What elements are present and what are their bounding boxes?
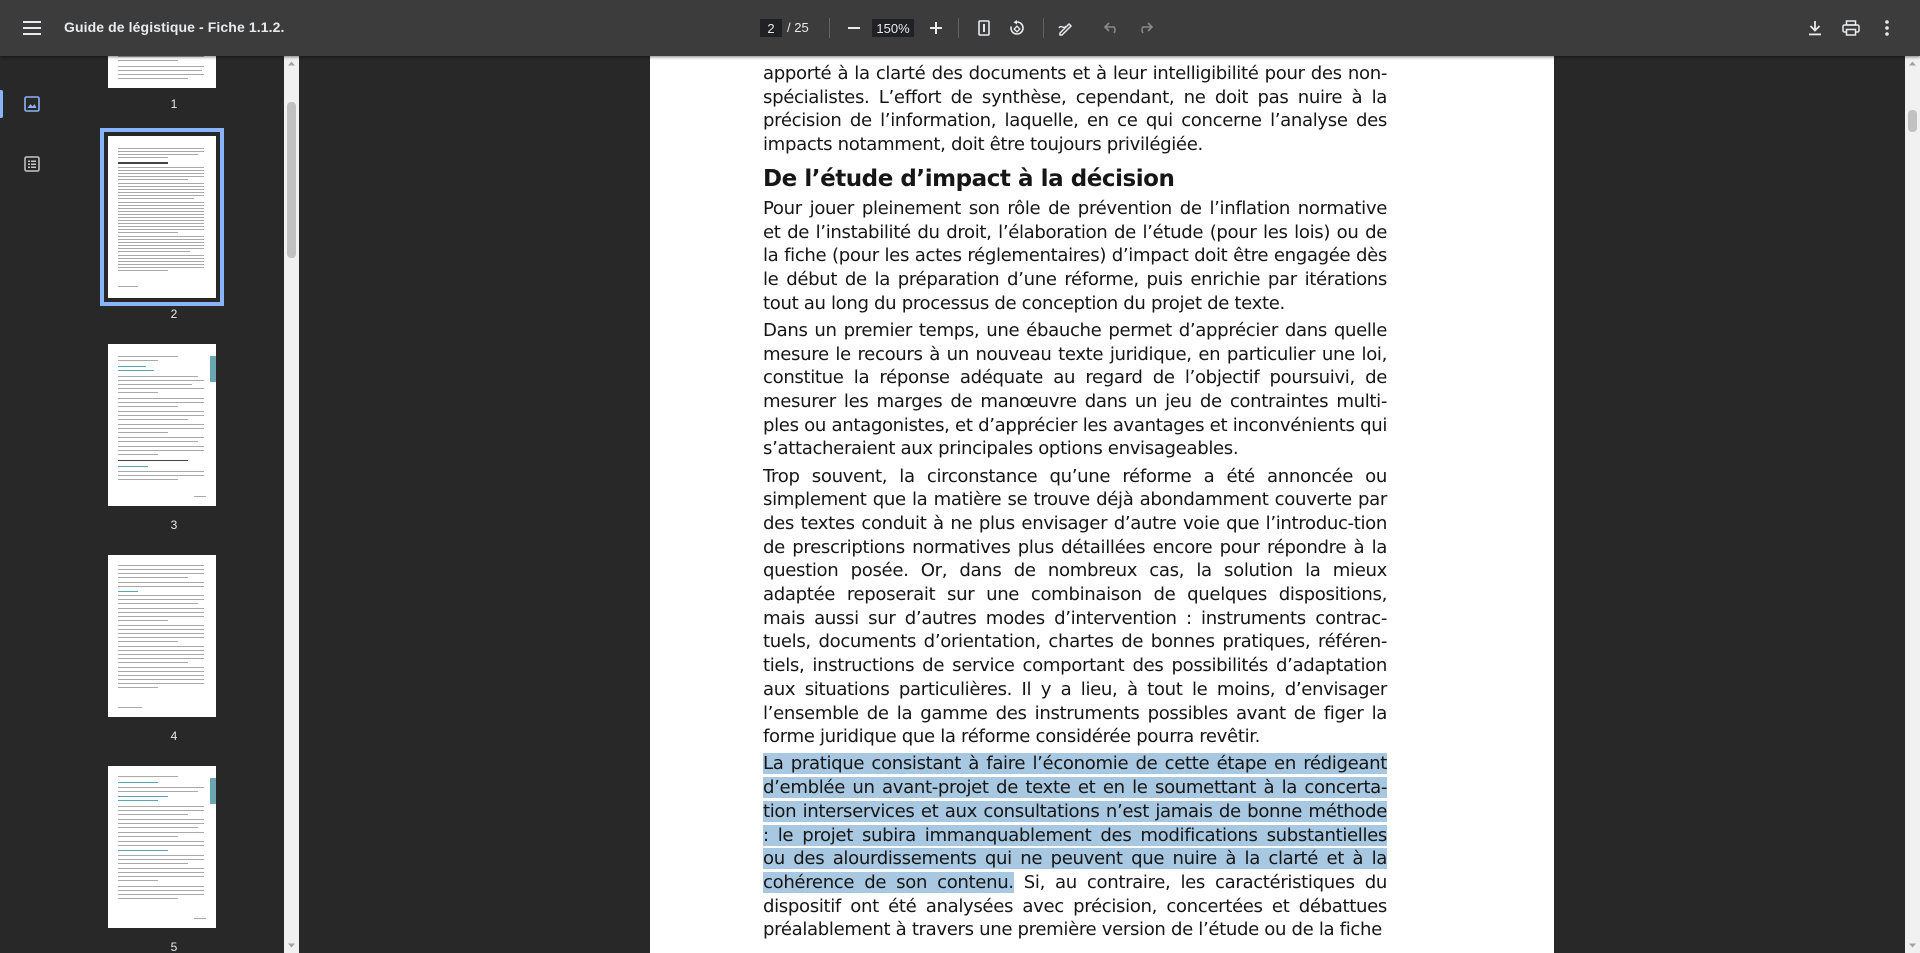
document-title: Guide de légistique - Fiche 1.1.2. bbox=[64, 19, 285, 35]
thumbnail-label: 5 bbox=[170, 940, 178, 953]
page-thumbnail[interactable] bbox=[108, 344, 216, 506]
pdf-toolbar bbox=[0, 0, 1920, 56]
fit-to-page-icon[interactable] bbox=[970, 14, 998, 42]
page-thumbnail[interactable] bbox=[108, 766, 216, 928]
page-number-input[interactable] bbox=[760, 19, 782, 37]
scroll-up-arrow-icon[interactable] bbox=[1908, 59, 1917, 68]
zoom-level-input[interactable] bbox=[872, 19, 914, 37]
page-text bbox=[763, 62, 1387, 946]
paragraph: apporté à la clarté des documents et à leur intelligibilité pour des non-spécialistes. L’effort de synthèse, cependant, ne doit pas nuire à la précision de l’information, laquelle, en ce qui concerne l’analyse des impacts notamment, doit être toujours privilégiée. bbox=[763, 63, 1387, 156]
paragraph bbox=[763, 752, 1387, 942]
paragraph: Trop souvent, la circonstance qu’une réforme a été annoncée ou simplement que la matière se trouve déjà abondamment couverte par des textes conduit à ne plus envisager d’autre voie que l’introduc-tion de prescriptions normatives plus détaillées encore pour répondre à la question posée. Or, dans de nombreux cas, la solution la mieux adaptée reposerait sur une combinaison de quelques dispositions, mais aussi sur d’autres modes d’intervention : instruments contrac-tuels, documents d’orientation, chartes de bonnes pratiques, référen-tiels, instructions de service comportant des possibilités d’adaptation aux situations particulières. Il y a lieu, à tout le moins, d’envisager l’ensemble de la gamme des instruments possibles avant de figer la forme juridique que la réforme considérée pourra revêtir. bbox=[763, 465, 1387, 748]
more-options-icon[interactable] bbox=[1873, 14, 1901, 42]
paragraph: Pour jouer pleinement son rôle de prévention de l’inflation normative et de l’instabilité du droit, l’élaboration de l’étude (pour les lois) ou de la fiche (pour les actes réglementaires) d’impact doit être engagée dès le début de la préparation d’une réforme, puis enrichie par itérations tout au long du processus de conception du projet de texte. bbox=[763, 197, 1387, 314]
toolbar-divider bbox=[829, 18, 830, 38]
page-thumbnail-selected[interactable] bbox=[108, 136, 216, 298]
document-scrollbar[interactable] bbox=[1905, 56, 1920, 953]
sidebar-rail bbox=[0, 56, 64, 953]
thumbnail-label: 1 bbox=[170, 97, 178, 111]
paragraph-continuation: Si, au contraire, les caractéristiques du dispositif ont été analysées avec précision, concertées et débattues préalablement à travers une première version de l’étude ou de la fiche bbox=[763, 872, 1387, 941]
scrollbar-thumb[interactable] bbox=[287, 102, 296, 258]
download-icon[interactable] bbox=[1801, 14, 1829, 42]
thumbnail-label: 4 bbox=[170, 729, 178, 743]
print-icon[interactable] bbox=[1837, 14, 1865, 42]
page-total: / 25 bbox=[787, 20, 809, 35]
thumbnail-label: 3 bbox=[170, 518, 178, 532]
outline-view-icon[interactable] bbox=[0, 146, 64, 182]
page-thumbnail[interactable] bbox=[108, 56, 216, 88]
paragraph: Dans un premier temps, une ébauche permet d’apprécier dans quelle mesure le recours à un nouveau texte juridique, en particulier une loi, constitue la réponse adéquate au regard de l’objectif poursuivi, de mesurer les marges de manœuvre dans un jeu de contraintes multi-ples ou antagonistes, et d’apprécier les avantages et inconvénients qui s’attacheraient aux principales options envisageables. bbox=[763, 319, 1387, 460]
thumbnail-pane bbox=[64, 56, 284, 953]
toolbar-divider bbox=[1043, 18, 1044, 38]
scroll-down-arrow-icon[interactable] bbox=[1908, 941, 1917, 950]
section-heading: De l’étude d’impact à la décision bbox=[763, 165, 1175, 192]
scroll-down-arrow-icon[interactable] bbox=[287, 941, 296, 950]
menu-icon[interactable] bbox=[16, 12, 48, 44]
zoom-out-icon[interactable] bbox=[840, 14, 868, 42]
page-thumbnail[interactable] bbox=[108, 555, 216, 717]
rotate-icon[interactable] bbox=[1003, 14, 1031, 42]
thumbnails-view-icon[interactable] bbox=[0, 86, 64, 122]
toolbar-divider bbox=[958, 18, 959, 38]
undo-icon[interactable] bbox=[1098, 14, 1126, 42]
thumbnail-scrollbar[interactable] bbox=[284, 56, 299, 953]
redo-icon[interactable] bbox=[1131, 14, 1159, 42]
pdf-page bbox=[650, 56, 1554, 953]
selected-text[interactable]: La pratique consistant à faire l’économie de cette étape en rédigeant d’emblée un avant-projet de texte et en le soumettant à la concerta-tion interservices et aux consultations n’est jamais de bonne méthode : le projet subira immanquablement des modifications substantielles ou des alourdissements qui ne peuvent que nuire à la clarté et à la cohérence de son contenu. bbox=[763, 753, 1387, 893]
zoom-in-icon[interactable] bbox=[922, 14, 950, 42]
annotate-pen-icon[interactable] bbox=[1052, 14, 1080, 42]
document-viewer bbox=[299, 56, 1905, 953]
thumbnail-label: 2 bbox=[170, 307, 178, 321]
scroll-up-arrow-icon[interactable] bbox=[287, 59, 296, 68]
scrollbar-thumb[interactable] bbox=[1908, 110, 1917, 132]
